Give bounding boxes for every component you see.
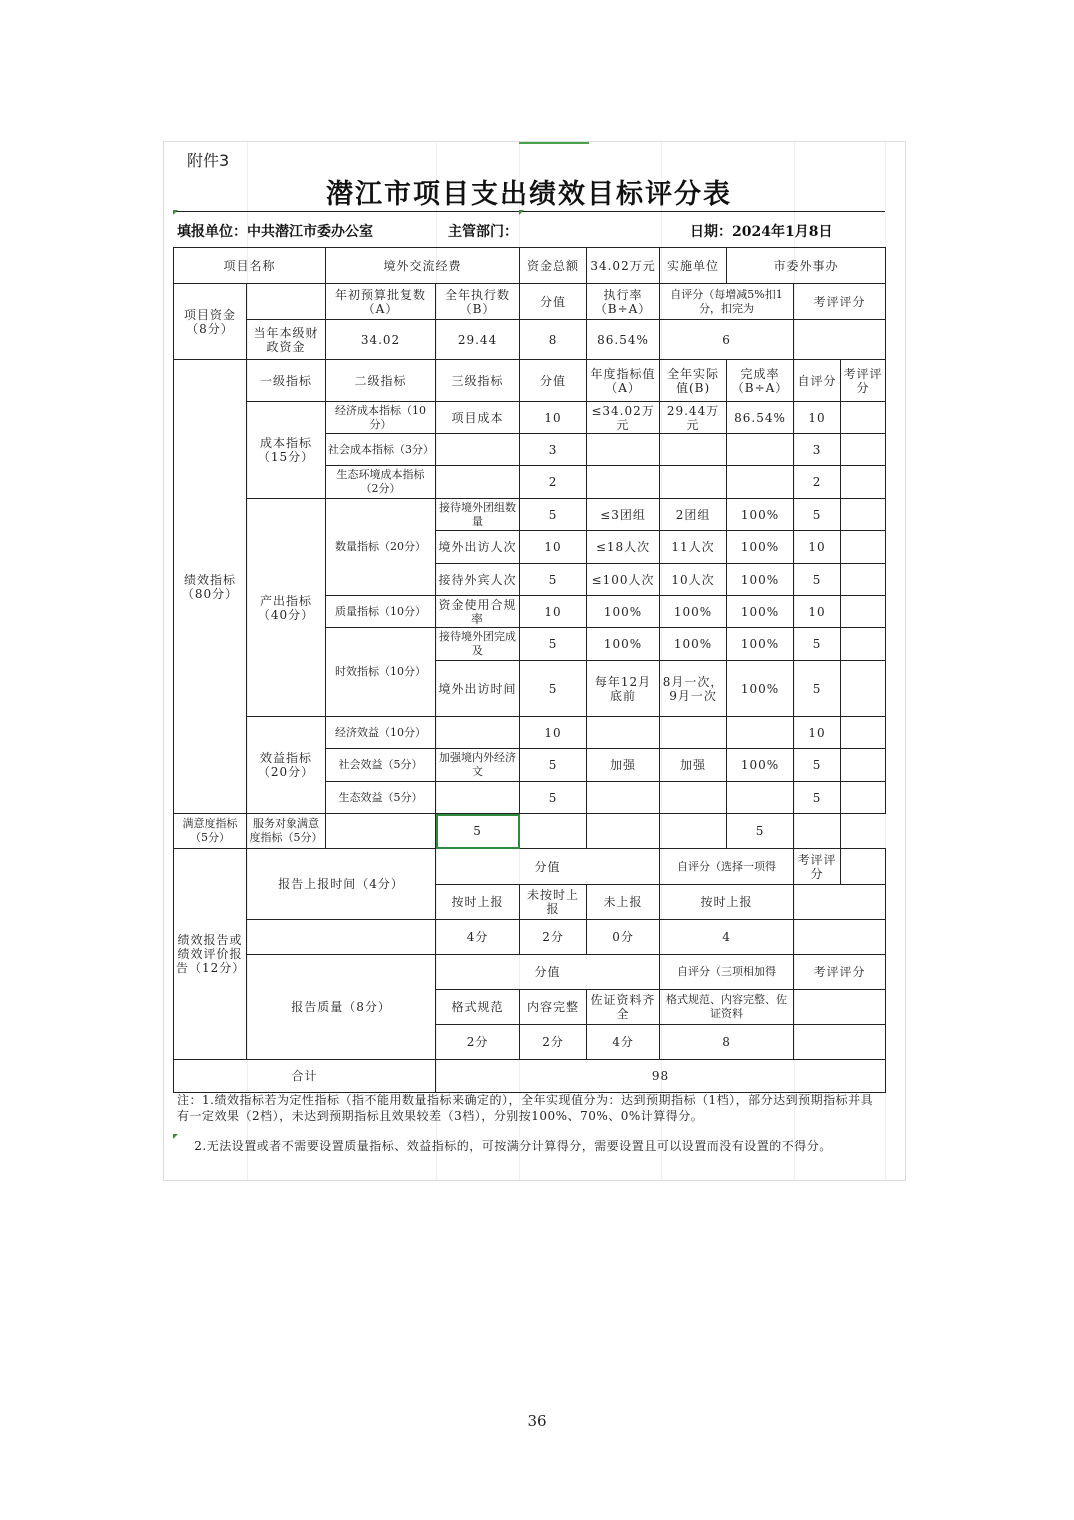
table-cell[interactable] (660, 782, 727, 814)
report-quality-eval-label[interactable]: 考评评分 (794, 955, 886, 990)
level2-header[interactable]: 二级指标 (326, 360, 436, 402)
table-cell[interactable] (660, 814, 727, 849)
social-benefit-rate[interactable]: 100% (727, 749, 794, 782)
report-time-none-points[interactable]: 0分 (587, 920, 660, 955)
eco-benefit-label[interactable]: 生态效益（5分） (326, 782, 436, 814)
table-cell[interactable] (841, 661, 886, 717)
table-cell[interactable] (841, 564, 886, 596)
table-cell[interactable] (841, 849, 886, 885)
table-cell[interactable] (247, 920, 436, 955)
table-row (174, 717, 886, 749)
table-cell[interactable] (794, 1025, 886, 1060)
econ-cost-target[interactable]: ≤34.02万元 (587, 402, 660, 434)
rate-header[interactable]: 完成率（B÷A） (727, 360, 794, 402)
funds-score[interactable]: 8 (520, 320, 587, 360)
social-cost-label[interactable]: 社会成本指标（3分） (326, 434, 436, 466)
note-2-text: 2.无法设置或者不需要设置质量指标、效益指标的，可按满分计算得分，需要设置且可以设置而没有设置的不得分。 (194, 1139, 832, 1153)
social-benefit-label[interactable]: 社会效益（5分） (326, 749, 436, 782)
eval-header[interactable]: 考评评分 (841, 360, 886, 402)
table-cell[interactable] (587, 434, 660, 466)
econ-benefit-label[interactable]: 经济效益（10分） (326, 717, 436, 749)
supervising-dept: 主管部门： (448, 224, 518, 240)
report-time-score-label[interactable]: 分值 (436, 849, 660, 885)
qty3-rate[interactable]: 100% (727, 564, 794, 596)
table-row (174, 402, 886, 434)
table-row (174, 499, 886, 531)
table-cell[interactable] (587, 814, 660, 849)
table-cell[interactable] (436, 466, 520, 499)
budget-value[interactable]: 34.02 (326, 320, 436, 360)
table-cell[interactable] (841, 466, 886, 499)
time1-rate[interactable]: 100% (727, 628, 794, 661)
fund-total[interactable]: 34.02万元 (587, 248, 660, 284)
quantity-indicator-label[interactable]: 数量指标（20分） (326, 499, 436, 596)
indicator-header-row (174, 360, 886, 402)
project-name[interactable]: 境外交流经费 (326, 248, 520, 284)
eco-benefit-score[interactable]: 5 (520, 782, 587, 814)
exec-label[interactable]: 全年执行数（B） (436, 284, 520, 320)
table-cell[interactable] (436, 782, 520, 814)
reporting-unit: 填报单位：中共潜江市委办公室 (177, 224, 373, 240)
funds-header-row (174, 284, 886, 320)
note-1: 注：1.绩效指标若为定性指标（指不能用数量指标来确定的），全年实现值分为：达到预期指标（1档），部分达到预期指标并具有一定效果（2档），未达到预期指标且效果较差（3档），分别按100%、70%、0%计算得分。 (177, 1093, 874, 1123)
time2-rate[interactable]: 100% (727, 661, 794, 717)
eco-benefit-self[interactable]: 5 (794, 782, 841, 814)
rate-label[interactable]: 执行率（B÷A） (587, 284, 660, 320)
social-cost-self[interactable]: 3 (794, 434, 841, 466)
report-time-self-label[interactable]: 自评分（选择一项得 (660, 849, 794, 885)
social-cost-score[interactable]: 3 (520, 434, 587, 466)
table-cell[interactable] (660, 434, 727, 466)
time1-item[interactable]: 接待境外团完成及 (436, 628, 520, 661)
report-quality-option-evidence[interactable]: 佐证资料齐全 (587, 990, 660, 1025)
cost-indicator-label[interactable]: 成本指标（15分） (247, 402, 326, 499)
funds-self-score[interactable]: 6 (660, 320, 794, 360)
satisfaction-score-selected-cell[interactable]: 5 (436, 814, 520, 849)
report-quality-option-content[interactable]: 内容完整 (520, 990, 587, 1025)
table-cell[interactable] (841, 499, 886, 531)
social-benefit-self[interactable]: 5 (794, 749, 841, 782)
social-benefit-actual[interactable]: 加强 (660, 749, 727, 782)
project-name-label[interactable]: 项目名称 (174, 248, 326, 284)
table-cell[interactable] (841, 434, 886, 466)
econ-cost-label[interactable]: 经济成本指标（10分） (326, 402, 436, 434)
qty3-item[interactable]: 接待外宾人次 (436, 564, 520, 596)
exec-value[interactable]: 29.44 (436, 320, 520, 360)
time2-actual[interactable]: 8月一次，9月一次 (660, 661, 727, 717)
report-quality-score-label[interactable]: 分值 (436, 955, 660, 990)
quality-item[interactable]: 资金使用合规率 (436, 596, 520, 628)
satisfaction-item[interactable]: 服务对象满意度指标（5分） (247, 814, 326, 849)
report-quality-option-format[interactable]: 格式规范 (436, 990, 520, 1025)
qty1-item[interactable]: 接待境外团组数量 (436, 499, 520, 531)
qty1-self[interactable]: 5 (794, 499, 841, 531)
table-cell[interactable] (841, 402, 886, 434)
report-quality-selected[interactable]: 格式规范、内容完整、佐证资料 (660, 990, 794, 1025)
attachment-label: 附件3 (187, 151, 230, 170)
qty2-target[interactable]: ≤18人次 (587, 531, 660, 564)
quality-self[interactable]: 10 (794, 596, 841, 628)
report-quality-content-points[interactable]: 2分 (520, 1025, 587, 1060)
econ-cost-item[interactable]: 项目成本 (436, 402, 520, 434)
table-cell[interactable] (841, 531, 886, 564)
report-quality-self-score[interactable]: 8 (660, 1025, 794, 1060)
table-cell[interactable] (727, 717, 794, 749)
impl-unit-label[interactable]: 实施单位 (660, 248, 727, 284)
funds-section-label[interactable]: 项目资金（8分） (174, 284, 247, 360)
table-cell[interactable] (794, 885, 886, 920)
report-time-option-none[interactable]: 未上报 (587, 885, 660, 920)
qty2-item[interactable]: 境外出访人次 (436, 531, 520, 564)
time2-item[interactable]: 境外出访时间 (436, 661, 520, 717)
score-label[interactable]: 分值 (520, 284, 587, 320)
project-row (174, 248, 886, 284)
benefit-indicator-label[interactable]: 效益指标（20分） (247, 717, 326, 814)
table-cell[interactable] (794, 990, 886, 1025)
eco-cost-label[interactable]: 生态环境成本指标（2分） (326, 466, 436, 499)
report-date: 日期：2024年1月8日 (690, 224, 833, 240)
qty1-score[interactable]: 5 (520, 499, 587, 531)
time1-actual[interactable]: 100% (660, 628, 727, 661)
time1-self[interactable]: 5 (794, 628, 841, 661)
report-time-option-late[interactable]: 未按时上报 (520, 885, 587, 920)
eval-score-label[interactable]: 考评评分 (794, 284, 886, 320)
report-quality-self-label[interactable]: 自评分（三项相加得 (660, 955, 794, 990)
econ-cost-actual[interactable]: 29.44万元 (660, 402, 727, 434)
indicators-section-label[interactable]: 绩效指标（80分） (174, 360, 247, 814)
report-quality-header-row (174, 955, 886, 990)
table-cell[interactable] (587, 717, 660, 749)
qty1-actual[interactable]: 2团组 (660, 499, 727, 531)
table-cell[interactable] (841, 717, 886, 749)
report-time-option-ontime[interactable]: 按时上报 (436, 885, 520, 920)
target-header[interactable]: 年度指标值（A） (587, 360, 660, 402)
comment-marker-icon (173, 210, 178, 215)
impl-unit[interactable]: 市委外事办 (727, 248, 886, 284)
table-cell[interactable] (247, 284, 326, 320)
table-cell[interactable] (436, 434, 520, 466)
eco-cost-self[interactable]: 2 (794, 466, 841, 499)
report-time-header-row (174, 849, 886, 885)
exec-rate[interactable]: 86.54% (587, 320, 660, 360)
quality-score[interactable]: 10 (520, 596, 587, 628)
total-row (174, 1060, 886, 1093)
fund-total-label[interactable]: 资金总额 (520, 248, 587, 284)
actual-header[interactable]: 全年实际值(B) (660, 360, 727, 402)
budget-label[interactable]: 年初预算批复数（A） (326, 284, 436, 320)
score-header[interactable]: 分值 (520, 360, 587, 402)
table-cell[interactable] (727, 466, 794, 499)
qty3-target[interactable]: ≤100人次 (587, 564, 660, 596)
report-time-self-score[interactable]: 4 (660, 920, 794, 955)
comment-marker-icon (519, 210, 524, 215)
qty1-target[interactable]: ≤3团组 (587, 499, 660, 531)
qty2-actual[interactable]: 11人次 (660, 531, 727, 564)
table-cell[interactable] (727, 782, 794, 814)
report-time-eval-label[interactable]: 考评评分 (794, 849, 841, 885)
table-cell[interactable] (436, 717, 520, 749)
title-divider (173, 211, 885, 212)
qty2-rate[interactable]: 100% (727, 531, 794, 564)
table-cell[interactable] (794, 920, 886, 955)
table-cell[interactable] (520, 814, 587, 849)
score-table (173, 247, 886, 1093)
time2-score[interactable]: 5 (520, 661, 587, 717)
qty2-score[interactable]: 10 (520, 531, 587, 564)
econ-cost-self[interactable]: 10 (794, 402, 841, 434)
funds-value-row (174, 320, 886, 360)
report-time-late-points[interactable]: 2分 (520, 920, 587, 955)
funds-row-label[interactable]: 当年本级财政资金 (247, 320, 326, 360)
table-cell[interactable] (794, 814, 841, 849)
table-cell[interactable] (587, 782, 660, 814)
output-indicator-label[interactable]: 产出指标（40分） (247, 499, 326, 717)
time1-score[interactable]: 5 (520, 628, 587, 661)
satisfaction-self[interactable]: 5 (727, 814, 794, 849)
satisfaction-indicator-label[interactable]: 满意度指标（5分） (174, 814, 247, 849)
quality-indicator-label[interactable]: 质量指标（10分） (326, 596, 436, 628)
qty3-self[interactable]: 5 (794, 564, 841, 596)
report-time-points-row (174, 920, 886, 955)
self-header[interactable]: 自评分 (794, 360, 841, 402)
qty2-self[interactable]: 10 (794, 531, 841, 564)
report-quality-label[interactable]: 报告质量（8分） (247, 955, 436, 1060)
page-number: 36 (527, 1412, 547, 1430)
report-quality-evidence-points[interactable]: 4分 (587, 1025, 660, 1060)
level3-header[interactable]: 三级指标 (436, 360, 520, 402)
self-score-label[interactable]: 自评分（每增减5%扣1分，扣完为 (660, 284, 794, 320)
social-benefit-item[interactable]: 加强境内外经济文 (436, 749, 520, 782)
note-2 (177, 1138, 883, 1154)
quality-rate[interactable]: 100% (727, 596, 794, 628)
table-cell[interactable] (841, 782, 886, 814)
time2-target[interactable]: 每年12月底前 (587, 661, 660, 717)
table-cell[interactable] (841, 749, 886, 782)
timeliness-indicator-label[interactable]: 时效指标（10分） (326, 628, 436, 717)
econ-cost-score[interactable]: 10 (520, 402, 587, 434)
table-cell[interactable] (326, 814, 436, 849)
report-quality-format-points[interactable]: 2分 (436, 1025, 520, 1060)
page-title: 潜江市项目支出绩效目标评分表 (326, 179, 732, 210)
eco-cost-score[interactable]: 2 (520, 466, 587, 499)
total-label[interactable]: 合计 (174, 1060, 436, 1093)
table-cell[interactable] (727, 434, 794, 466)
social-benefit-target[interactable]: 加强 (587, 749, 660, 782)
table-cell[interactable] (587, 466, 660, 499)
qty1-rate[interactable]: 100% (727, 499, 794, 531)
funds-eval-score[interactable] (794, 320, 886, 360)
report-time-label[interactable]: 报告上报时间（4分） (247, 849, 436, 920)
econ-benefit-self[interactable]: 10 (794, 717, 841, 749)
table-cell[interactable] (660, 466, 727, 499)
table-cell[interactable] (660, 717, 727, 749)
table-row (174, 814, 886, 849)
quality-actual[interactable]: 100% (660, 596, 727, 628)
column-highlight (519, 142, 589, 144)
table-cell[interactable] (841, 628, 886, 661)
table-cell[interactable] (841, 596, 886, 628)
qty3-actual[interactable]: 10人次 (660, 564, 727, 596)
econ-benefit-score[interactable]: 10 (520, 717, 587, 749)
social-benefit-score[interactable]: 5 (520, 749, 587, 782)
time2-self[interactable]: 5 (794, 661, 841, 717)
time1-target[interactable]: 100% (587, 628, 660, 661)
level1-header[interactable]: 一级指标 (247, 360, 326, 402)
report-time-selected[interactable]: 按时上报 (660, 885, 794, 920)
quality-target[interactable]: 100% (587, 596, 660, 628)
total-value[interactable]: 98 (436, 1060, 886, 1093)
report-time-ontime-points[interactable]: 4分 (436, 920, 520, 955)
qty3-score[interactable]: 5 (520, 564, 587, 596)
report-section-label[interactable]: 绩效报告或绩效评价报告（12分） (174, 849, 247, 1060)
econ-cost-rate[interactable]: 86.54% (727, 402, 794, 434)
